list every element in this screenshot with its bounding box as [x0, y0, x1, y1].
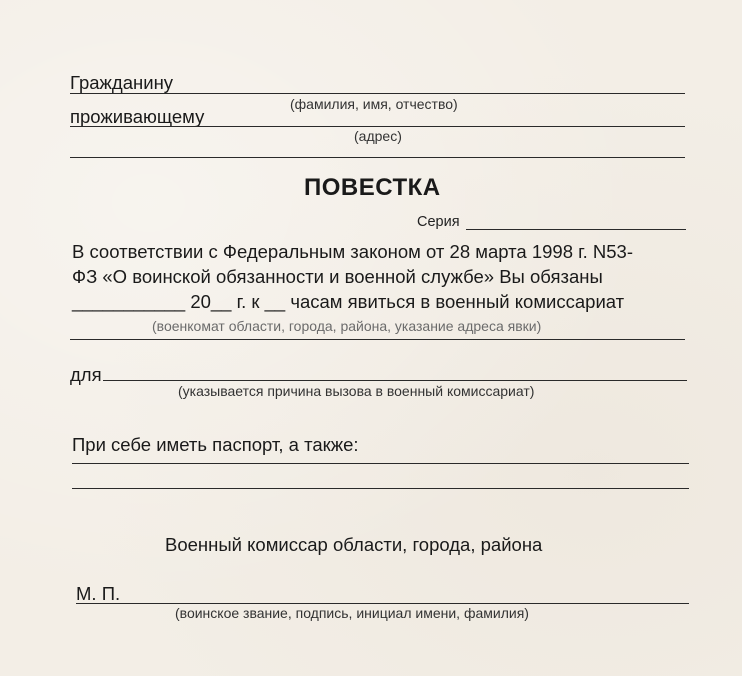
address-line: [70, 126, 685, 127]
body-line-2: ФЗ «О воинской обязанности и военной службе» Вы обязаны: [72, 266, 603, 287]
office-caption: (военкомат области, города, района, указание адреса явки): [152, 318, 542, 334]
body-line-3: ___________ 20__ г. к __ часам явиться в военный комиссариат: [72, 291, 625, 312]
stamp-label: М. П.: [76, 583, 121, 604]
purpose-line: [103, 380, 687, 381]
purpose-label: для: [70, 364, 102, 385]
documents-line-1: [72, 463, 689, 464]
documents-line-2: [72, 488, 689, 489]
residing-label: проживающему: [70, 106, 205, 127]
address-line-2: [70, 157, 685, 158]
series-line: [466, 229, 686, 230]
citizen-name-caption: (фамилия, имя, отчество): [290, 96, 458, 112]
documents-label: При себе иметь паспорт, а также:: [72, 434, 359, 455]
signature-line: [76, 603, 689, 604]
body-line-1: В соответствии с Федеральным законом от 28 марта 1998 г. N53-: [72, 241, 633, 262]
citizen-label: Гражданину: [70, 72, 174, 93]
commissar-title: Военный комиссар области, города, района: [165, 534, 543, 555]
office-line: [70, 339, 685, 340]
document-title: ПОВЕСТКА: [304, 174, 441, 201]
purpose-caption: (указывается причина вызова в военный комиссариат): [178, 383, 535, 399]
signature-caption: (воинское звание, подпись, инициал имени, фамилия): [175, 605, 529, 621]
citizen-name-line: [70, 93, 685, 94]
address-caption: (адрес): [354, 128, 402, 144]
series-label: Серия: [417, 214, 460, 230]
